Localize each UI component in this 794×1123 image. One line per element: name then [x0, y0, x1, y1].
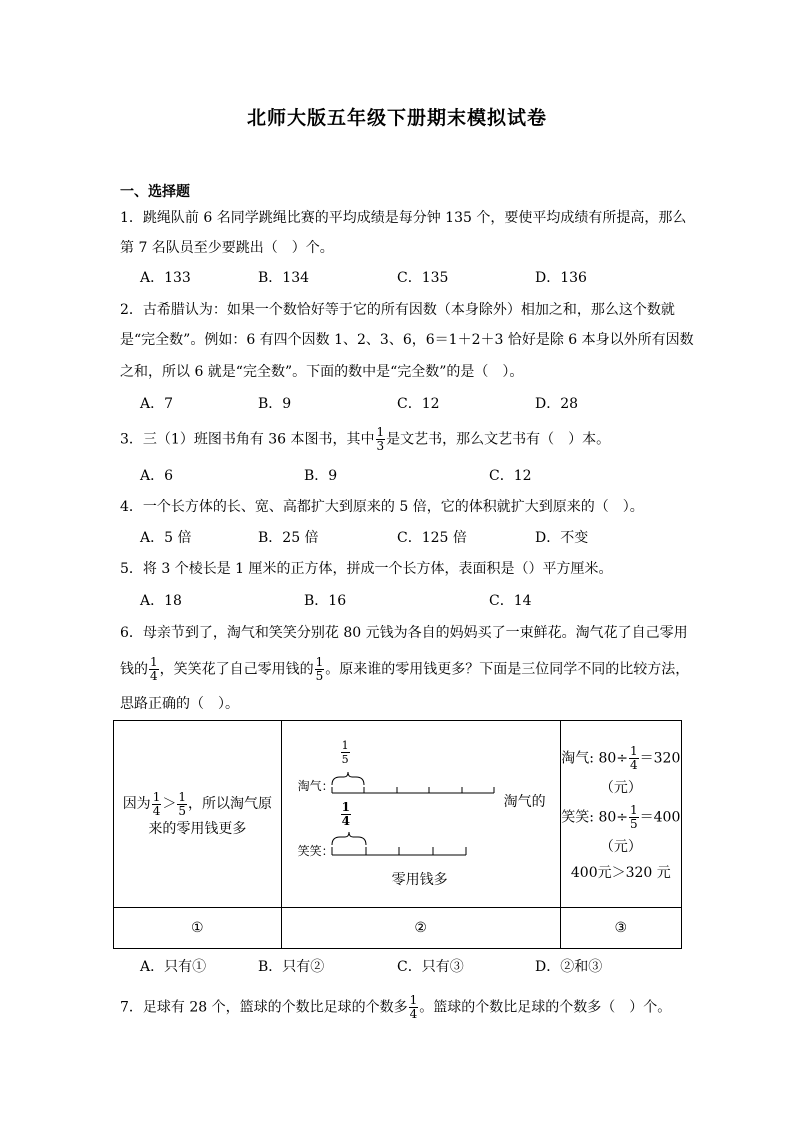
q5-option-a[interactable]: A．18: [140, 593, 182, 609]
page-title: 北师大版五年级下册期末模拟试卷: [246, 107, 547, 129]
q4-option-b[interactable]: B．25 倍: [258, 530, 319, 546]
q6-option-d[interactable]: D．②和③: [535, 959, 603, 975]
diagram-caption: 零用钱多: [391, 872, 448, 888]
method-3-cell: 淘气: 80÷ $\frac{1}{4}$ ＝320 （元） 笑笑: 80÷ $\frac{1}{5}$ ＝400 （元） 400元＞320 元: [560, 721, 681, 908]
method-3-mark: ③: [560, 908, 681, 949]
q6-text-line3: 思路正确的（ ）。: [120, 696, 239, 712]
q4-option-c[interactable]: C．125 倍: [397, 530, 467, 546]
method-1-cell: 因为 $\frac{1}{4}$ ＞ $\frac{1}{5}$ ，所以淘气原 来的零用钱更多: [114, 721, 282, 908]
q5-option-c[interactable]: C．14: [489, 593, 532, 609]
q3-fraction: $\frac{1}{3}$: [376, 425, 385, 453]
q1-text-line2: 第 7 名队员至少要跳出（ ）个。: [120, 240, 334, 256]
q1-option-b[interactable]: B．134: [258, 270, 310, 286]
q6-text-line2: 钱的 $\frac{1}{4}$ ，笑笑花了自己零用钱的 $\frac{1}{5}$ 。原来谁的零用钱更多？下面是三位同学不同的比较方法，: [120, 655, 690, 683]
q2-option-c[interactable]: C．12: [397, 396, 440, 412]
q6-option-a[interactable]: A．只有①: [140, 959, 207, 975]
method-2-cell: [281, 721, 560, 908]
q2-text-line3: 之和，所以 6 就是“完全数”。下面的数中是“完全数”的是（ ）。: [120, 364, 524, 380]
q3-text-post: 是文艺书，那么文艺书有（ ）本。: [386, 431, 611, 448]
q6-text-line1: 6．母亲节到了，淘气和笑笑分别花 80 元钱为各自的妈妈买了一束鲜花。淘气花了自己零用: [120, 625, 688, 641]
section-heading: 一、选择题: [120, 184, 190, 200]
q1-option-a[interactable]: A．133: [140, 270, 191, 286]
q3-text: [120, 426, 610, 453]
q6-method-table: [113, 720, 682, 949]
q5-text: 5．将 3 个棱长是 1 厘米的正方体，拼成一个长方体，表面积是（）平方厘米。: [120, 561, 613, 577]
method-2-mark: ②: [281, 908, 560, 949]
q6-fraction-fifth: $\frac{1}{5}$: [315, 655, 324, 683]
q2-option-b[interactable]: B．9: [258, 396, 292, 412]
q7-fraction: $\frac{1}{4}$: [409, 993, 418, 1021]
taoqi-label: 淘气：: [297, 779, 334, 793]
q1-option-d[interactable]: D．136: [535, 270, 587, 286]
q6-option-c[interactable]: C．只有③: [397, 959, 464, 975]
q1-option-c[interactable]: C．135: [397, 270, 449, 286]
q2-text-line1: 2．古希腊认为：如果一个数恰好等于它的所有因数（本身除外）相加之和，那么这个数就: [120, 302, 675, 318]
q6-fraction-quarter: $\frac{1}{4}$: [150, 655, 158, 683]
q7-text: 7．足球有 28 个，篮球的个数比足球的个数多 $\frac{1}{4}$ 。篮球的个数比足球的个数多（ ）个。: [120, 993, 672, 1021]
q5-option-b[interactable]: B．16: [304, 593, 347, 609]
q1-text-line1: 1．跳绳队前 6 名同学跳绳比赛的平均成绩是每分钟 135 个，要使平均成绩有所提高，那么: [120, 210, 687, 226]
q4-option-d[interactable]: D．不变: [535, 530, 589, 546]
xiaoxiao-bar: [332, 832, 466, 855]
q2-text-line2: 是“完全数”。例如：6 有四个因数 1、2、3、6，6＝1＋2＋3 恰好是除 6 本身以外所有因数: [120, 332, 694, 348]
q4-option-a[interactable]: A．5 倍: [140, 530, 192, 546]
q3-text-pre: 3．三（1）班图书角有 36 本图书，其中: [120, 431, 375, 448]
q3-option-c[interactable]: C．12: [489, 468, 532, 484]
xiaoxiao-fraction: $\frac{1}{4}$: [341, 800, 351, 828]
q3-option-a[interactable]: A．6: [140, 468, 174, 484]
q4-text: 4．一个长方体的长、宽、高都扩大到原来的 5 倍，它的体积就扩大到原来的（ ）。: [120, 499, 644, 515]
q6-option-b[interactable]: B．只有②: [258, 959, 325, 975]
taoqi-fraction: $\frac{1}{5}$: [341, 739, 349, 766]
q2-option-a[interactable]: A．7: [140, 396, 174, 412]
taoqi-bar: [332, 772, 494, 793]
q2-option-d[interactable]: D．28: [535, 396, 579, 412]
method-1-mark: ①: [114, 908, 282, 949]
taoqi-tail-label: 淘气的: [503, 794, 546, 810]
q3-option-b[interactable]: B．9: [304, 468, 338, 484]
xiaoxiao-label: 笑笑：: [297, 844, 334, 858]
